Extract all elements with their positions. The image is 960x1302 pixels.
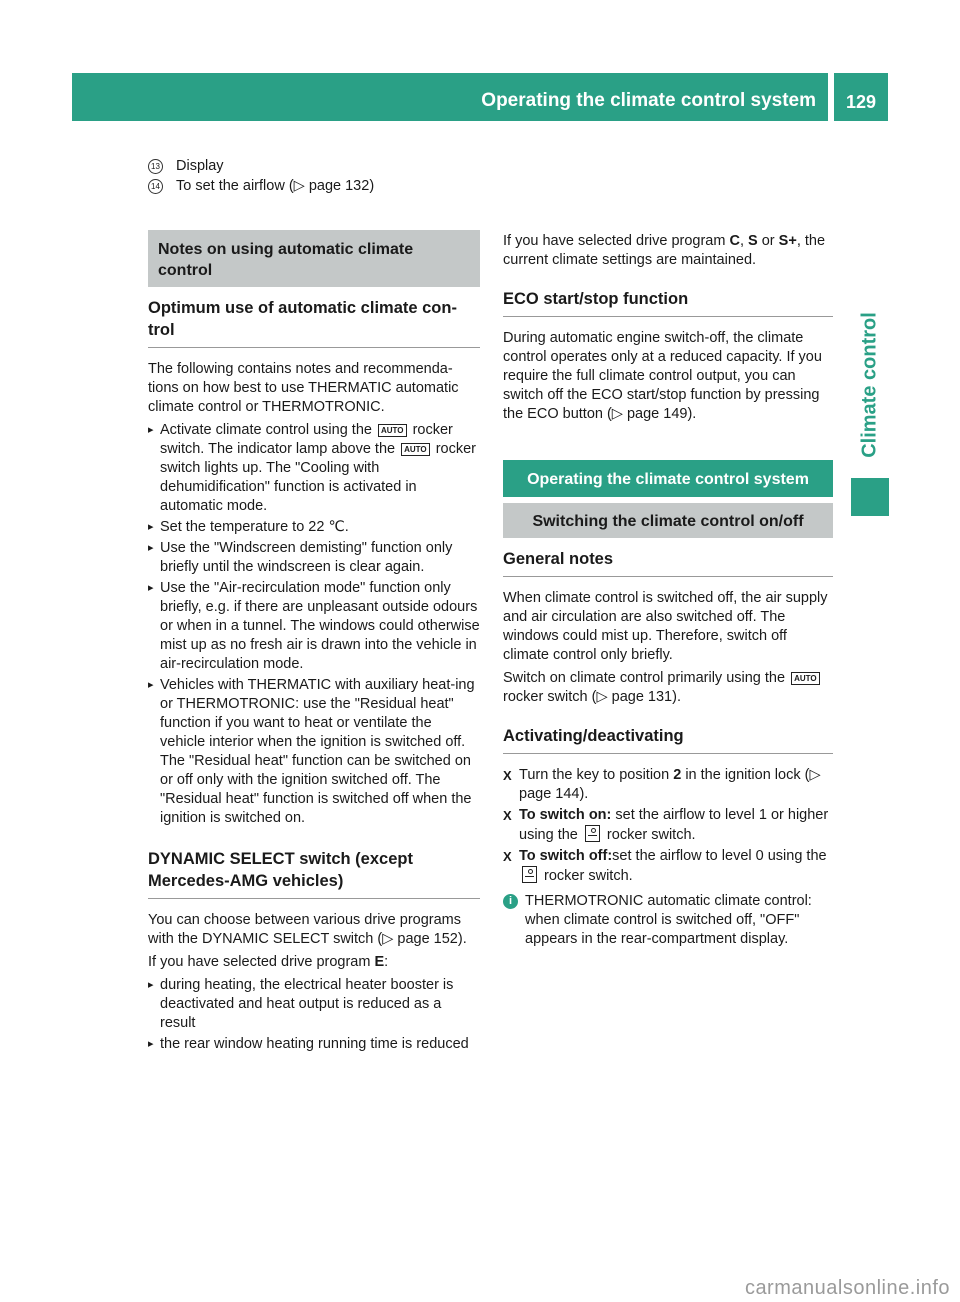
chapter-tab bbox=[850, 300, 890, 470]
chapter-marker bbox=[851, 478, 889, 516]
section-heading-notes: Notes on using automatic climate control bbox=[148, 230, 480, 287]
callout-number: 13 bbox=[148, 159, 163, 174]
list-item: ▸ during heating, the electrical heater booster is deactivated and heat output is reduced as a result bbox=[148, 976, 480, 1033]
eco-text: During automatic engine switch-off, the climate control operates only at a reduced capacity. If you require the full climate control output, you can switch off the ECO start/stop function by pressing the ECO button (▷ page 149). bbox=[503, 330, 822, 422]
drive-program-text: If you have selected drive program C, S or S+, the current climate settings are maintained. bbox=[503, 233, 826, 268]
step-item: X To switch on: set the airflow to level 1 or higher using the rocker switch. bbox=[503, 806, 833, 845]
general-text: When climate control is switched off, the air supply and air circulation are also switched off. The windows could mist up. Therefore, switch off climate control only briefly. bbox=[503, 590, 828, 663]
heading-activating: Activating/deactivating bbox=[503, 725, 833, 754]
list-item: ▸ Vehicles with THERMATIC with auxiliary heat-ing or THERMOTRONIC: use the "Residual heat" function if you want to heat or ventilate the vehicle interior when the ignition is switched off. The "Residual heat" function can be switched on or off only with the ignition switched off. The "Residual heat" function is switched off when the ignition is switched on. bbox=[148, 676, 480, 828]
auto-icon: AUTO bbox=[401, 443, 430, 456]
watermark: carmanualsonline.info bbox=[744, 1277, 950, 1299]
step-item: X To switch off:set the airflow to level 0 using the rocker switch. bbox=[503, 847, 833, 886]
header-bar bbox=[72, 73, 828, 121]
step-item: X Turn the key to position 2 in the ignition lock (▷ page 144). bbox=[503, 766, 833, 804]
dynamic-intro: You can choose between various drive programs with the DYNAMIC SELECT switch (▷ page 152). bbox=[148, 912, 467, 947]
activating-steps bbox=[503, 766, 833, 886]
heading-dynamic-select: DYNAMIC SELECT switch (except Mercedes-AMG vehicles) bbox=[148, 848, 480, 899]
list-item: ▸ Use the "Windscreen demisting" function only briefly until the windscreen is clear again. bbox=[148, 539, 480, 577]
auto-icon: AUTO bbox=[791, 672, 820, 685]
page-title: Operating the climate control system bbox=[481, 90, 816, 111]
left-column bbox=[148, 230, 480, 1060]
list-item: ▸ Set the temperature to 22 ℃. bbox=[148, 518, 480, 537]
general-switch-on: Switch on climate control primarily using the AUTO rocker switch (▷ page 131). bbox=[503, 669, 833, 707]
dynamic-list bbox=[148, 976, 480, 1054]
heading-optimum-use: Optimum use of automatic climate con-trol bbox=[148, 297, 480, 348]
legend-item bbox=[148, 176, 488, 196]
auto-icon: AUTO bbox=[378, 424, 407, 437]
legend-item bbox=[148, 156, 488, 176]
list-item: ▸ Activate climate control using the AUTO rocker switch. The indicator lamp above the AUTO rocker switch lights up. The "Cooling with dehumidification" function is activated in automatic mode. bbox=[148, 421, 480, 516]
fan-icon bbox=[585, 825, 600, 842]
dynamic-program-e: If you have selected drive program E: bbox=[148, 954, 389, 970]
section-heading-operating: Operating the climate control system bbox=[503, 460, 833, 497]
heading-general-notes: General notes bbox=[503, 548, 833, 577]
optimum-list bbox=[148, 421, 480, 828]
right-column bbox=[503, 232, 833, 949]
figure-legend bbox=[148, 156, 488, 196]
list-item: ▸ the rear window heating running time is reduced bbox=[148, 1035, 480, 1054]
fan-icon bbox=[522, 866, 537, 883]
info-icon: i bbox=[503, 894, 518, 909]
optimum-intro: The following contains notes and recommenda-tions on how best to use THERMATIC automatic climate control or THERMOTRONIC. bbox=[148, 361, 459, 415]
page-number-box bbox=[834, 73, 888, 121]
legend-text: To set the airflow (▷ page 132) bbox=[176, 177, 375, 194]
info-text: THERMOTRONIC automatic climate control: when climate control is switched off, "OFF" appears in the rear-compartment display. bbox=[525, 893, 812, 947]
heading-eco: ECO start/stop function bbox=[503, 288, 833, 317]
page-number: 129 bbox=[845, 92, 877, 112]
legend-text: Display bbox=[176, 157, 224, 174]
callout-number: 14 bbox=[148, 179, 163, 194]
chapter-tab-label: Climate control bbox=[858, 312, 881, 458]
list-item: ▸ Use the "Air-recirculation mode" function only briefly, e.g. if there are unpleasant outside odours or when in a tunnel. The windows could otherwise mist up as no fresh air is drawn into the vehicle in air-recirculation mode. bbox=[148, 579, 480, 674]
info-note bbox=[503, 892, 833, 949]
section-heading-on-off: Switching the climate control on/off bbox=[503, 503, 833, 538]
